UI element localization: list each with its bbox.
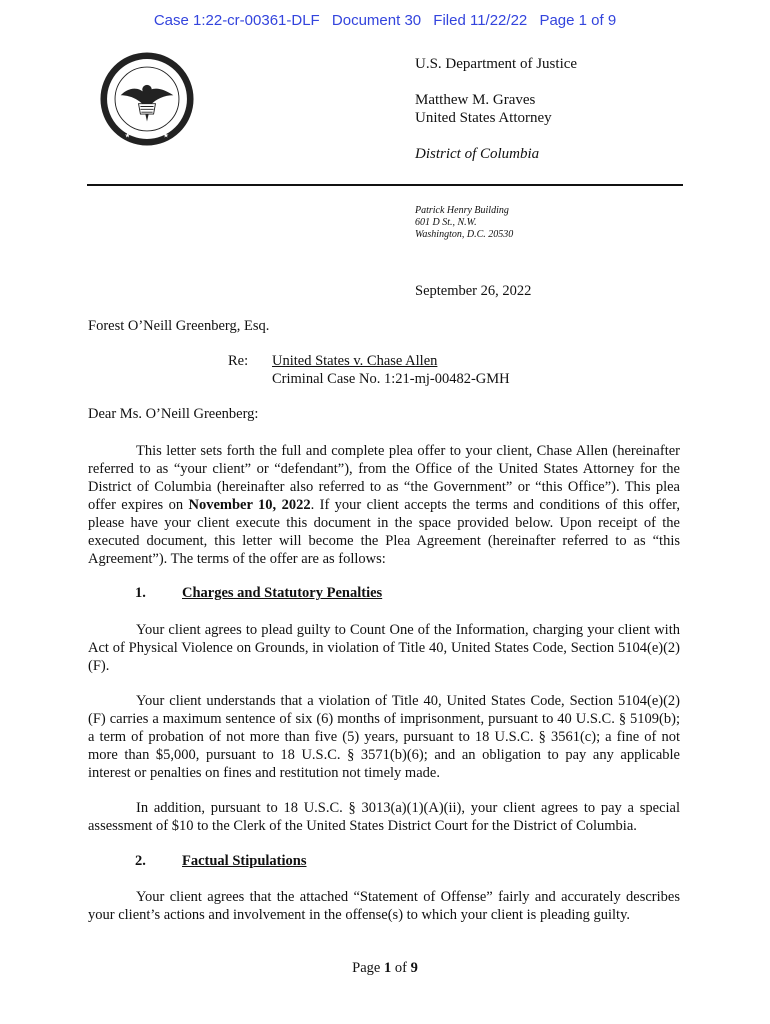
intro-text-2: . If your client accepts the terms and conditions of this offer, please have your client execute this document in the space provided below. Upon receipt of the executed document, this letter will become the Plea Agreement (hereinafter referred to as “this Agreement”). The terms of the offer are as follows: [88,497,681,567]
section-2-title: Factual Stipulations [182,853,307,869]
address-line-1: Patrick Henry Building [415,205,509,216]
filed-date-stamp: Filed 11/22/22 [433,12,528,29]
case-number-stamp: Case 1:22-cr-00361-DLF [153,12,320,29]
re-label: Re: [228,353,249,369]
page-count-stamp: Page 1 of 9 [539,12,617,29]
footer-current-page: 1 [383,960,392,976]
salutation: Dear Ms. O’Neill Greenberg: [88,406,259,422]
letterhead-divider [87,184,683,186]
svg-text:★: ★ [162,131,169,140]
intro-text-1: This letter sets forth the full and complete plea offer to your client, Chase Allen (hereinafter referred to as “your client” or “defendant”), from the Office of the United States Attorney for the District of Columbia (hereinafter also referred to as “the Government” or “this Office”). This plea offer expires on [88,443,680,513]
office-address [415,205,513,241]
section-1-paragraph-2: Your client understands that a violation of Title 40, United States Code, Section 5104(e)(2)(F) carries a maximum sentence of six (6) months of imprisonment, pursuant to 40 U.S.C. § 5109(b); a term of probation of not more than five (5) years, pursuant to 18 U.S.C. § 3561(c); a fine of not more than $5,000, pursuant to 18 U.S.C. § 3571(b)(6); and an obligation to pay any applicable interest or penalties on fines and restitution not timely made. [88,693,680,781]
intro-paragraph [88,442,680,568]
court-filing-stamp [0,12,770,29]
case-name: United States v. Chase Allen [272,353,438,369]
case-number: Criminal Case No. 1:21-mj-00482-GMH [272,371,510,387]
page-footer [0,960,770,977]
svg-text:★: ★ [124,131,131,140]
section-1-title: Charges and Statutory Penalties [182,585,383,601]
footer-total-pages: 9 [410,960,418,976]
agency-name: U.S. Department of Justice [415,56,578,72]
document-number-stamp: Document 30 [331,12,422,29]
address-line-2: 601 D St., N.W. [415,217,477,228]
offer-deadline: November 10, 2022 [188,497,311,513]
section-1-paragraph-3: In addition, pursuant to 18 U.S.C. § 3013(a)(1)(A)(ii), your client agrees to pay a special assessment of $10 to the Clerk of the United States District Court for the District of Columbia. [88,800,680,834]
official-title: United States Attorney [415,110,552,126]
section-2-paragraph-1: Your client agrees that the attached “Statement of Offense” fairly and accurately describes your client’s actions and involvement in the offense(s) to which your client is pleading guilty. [88,889,680,923]
official-name: Matthew M. Graves [415,92,536,108]
doj-seal-icon [100,52,194,146]
address-line-3: Washington, D.C. 20530 [415,229,514,240]
section-2-number: 2. [135,853,146,869]
district-name: District of Columbia [415,146,540,162]
footer-of: of [391,960,411,976]
section-1-paragraph-1: Your client agrees to plead guilty to Count One of the Information, charging your client with Act of Physical Violence on Grounds, in violation of Title 40, United States Code, Section 5104(e)(2)(F). [88,622,680,674]
footer-prefix: Page [352,960,384,976]
letter-date: September 26, 2022 [415,283,532,299]
recipient: Forest O’Neill Greenberg, Esq. [88,318,270,334]
section-1-number: 1. [135,585,146,601]
